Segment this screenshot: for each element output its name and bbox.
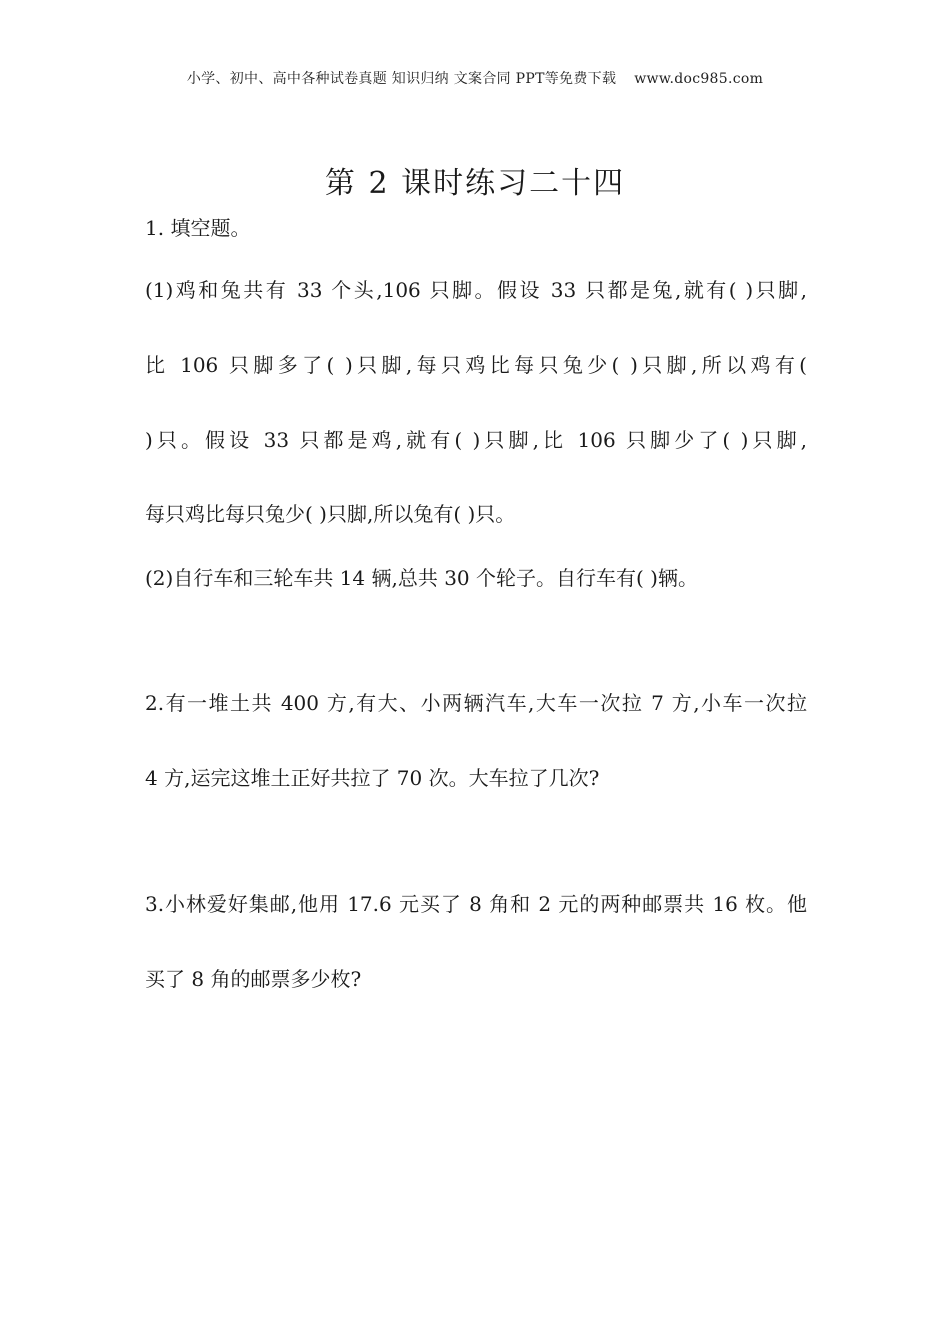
question-2-line-1: 2.有一堆土共 400 方,有大、小两辆汽车,大车一次拉 7 方,小车一次拉 [145, 691, 807, 715]
header-url: www.doc985.com [634, 71, 764, 87]
q1-line-1: (1)鸡和兔共有 33 个头,106 只脚。假设 33 只都是兔,就有( )只脚, [145, 278, 807, 302]
q2-line: (2)自行车和三轮车共 14 辆,总共 30 个轮子。自行车有( )辆。 [145, 566, 698, 590]
question-3-line-1: 3.小林爱好集邮,他用 17.6 元买了 8 角和 2 元的两种邮票共 16 枚。他 [145, 892, 807, 916]
page-title: 第 2 课时练习二十四 [324, 166, 626, 201]
q1-line-4: 每只鸡比每只兔少( )只脚,所以兔有( )只。 [145, 502, 516, 526]
section-heading: 1. 填空题。 [145, 216, 251, 240]
header-text: 小学、初中、高中各种试卷真题 知识归纳 文案合同 PPT等免费下载 [186, 71, 617, 87]
q1-line-3: )只。假设 33 只都是鸡,就有( )只脚,比 106 只脚少了( )只脚, [145, 428, 807, 452]
page-header [0, 68, 950, 88]
question-2-line-2: 4 方,运完这堆土正好共拉了 70 次。大车拉了几次? [145, 766, 600, 790]
q1-line-2: 比 106 只脚多了( )只脚,每只鸡比每只兔少( )只脚,所以鸡有( [145, 353, 807, 377]
question-3-line-2: 买了 8 角的邮票多少枚? [145, 967, 362, 991]
